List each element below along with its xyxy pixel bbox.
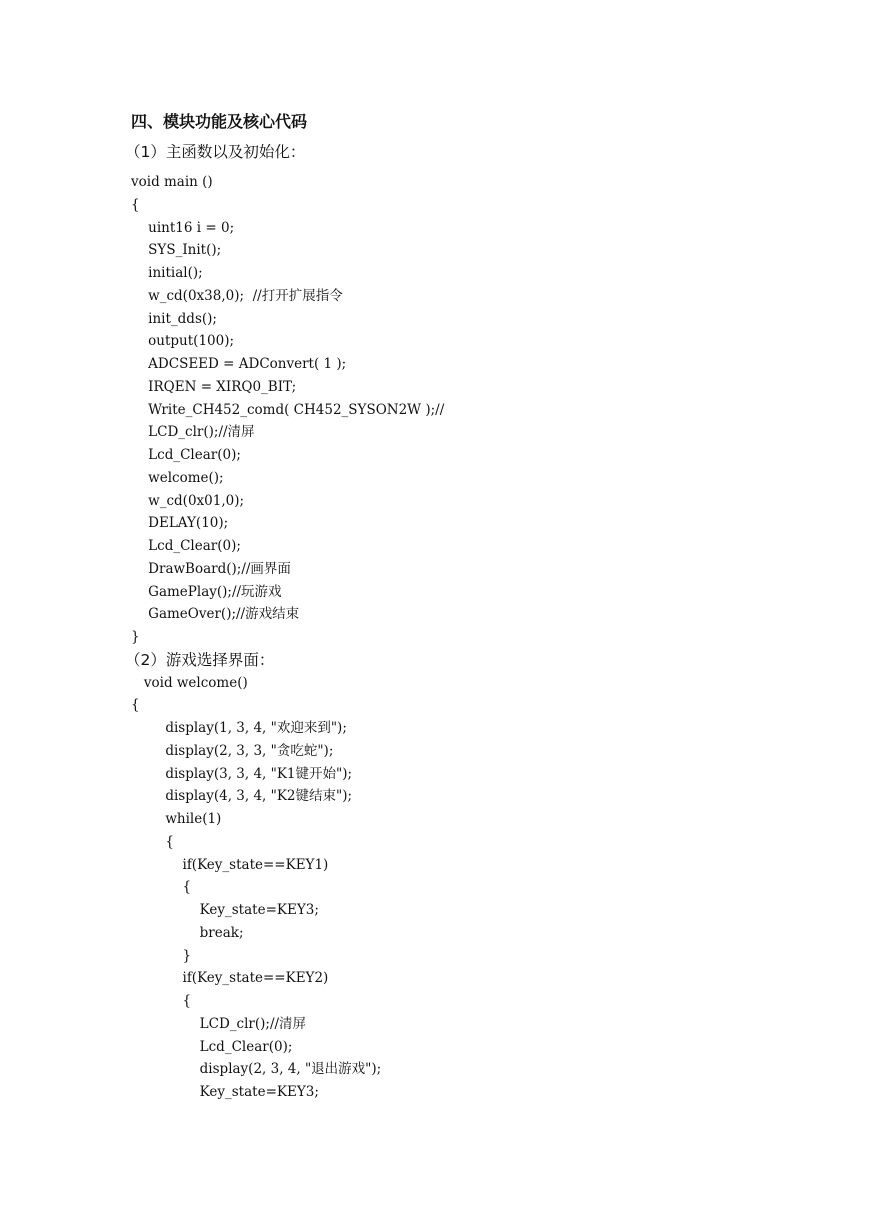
code-line: DrawBoard();//画界面	[131, 560, 291, 577]
code-line: if(Key_state==KEY1)	[131, 856, 329, 873]
code-line: GameOver();//游戏结束	[131, 606, 300, 623]
code-line: SYS_Init();	[131, 242, 222, 259]
code-line: IRQEN = XIRQ0_BIT;	[131, 378, 297, 395]
code-line: {	[131, 993, 192, 1009]
code-line: {	[131, 196, 140, 213]
code-line: Lcd_Clear(0);	[131, 538, 241, 554]
code-line: LCD_clr();//清屏	[131, 1015, 307, 1032]
code-line: LCD_clr();//清屏	[131, 424, 255, 441]
code-line: {	[131, 697, 140, 714]
code-listing	[125, 143, 445, 1104]
section-heading: 四、模块功能及核心代码	[131, 112, 308, 131]
code-line: init_dds();	[131, 310, 217, 327]
code-line: break;	[131, 924, 244, 941]
code-line: output(100);	[131, 333, 235, 350]
code-line: Lcd_Clear(0);	[131, 1038, 293, 1055]
code-line: display(3, 3, 4, "K1键开始");	[131, 765, 353, 782]
subheading-main-init: （1）主函数以及初始化：	[125, 143, 306, 161]
code-line: void welcome()	[131, 674, 248, 691]
code-line: void main ()	[131, 174, 213, 190]
code-line: {	[131, 833, 174, 850]
code-line: ADCSEED = ADConvert( 1 );	[131, 356, 347, 372]
code-line: Key_state=KEY3;	[131, 902, 319, 918]
code-line: GamePlay();//玩游戏	[131, 583, 282, 600]
code-line: Key_state=KEY3;	[131, 1084, 319, 1100]
code-line: w_cd(0x38,0); //打开扩展指令	[131, 287, 343, 304]
code-line: display(1, 3, 4, "欢迎来到");	[131, 720, 347, 736]
code-line: while(1)	[131, 811, 222, 827]
code-line: display(4, 3, 4, "K2键结束");	[131, 788, 353, 805]
code-line: w_cd(0x01,0);	[131, 492, 245, 509]
code-line: initial();	[131, 265, 203, 281]
code-line: welcome();	[131, 469, 224, 486]
code-line: Lcd_Clear(0);	[131, 447, 241, 463]
code-line: }	[131, 629, 140, 645]
subheading-game-select: （2）游戏选择界面：	[125, 650, 275, 669]
code-line: Write_CH452_comd( CH452_SYSON2W );//	[131, 401, 445, 418]
code-line: {	[131, 879, 192, 896]
code-line: if(Key_state==KEY2)	[131, 970, 329, 987]
code-line: display(2, 3, 4, "退出游戏");	[131, 1061, 382, 1078]
code-line: }	[131, 947, 192, 964]
code-line: DELAY(10);	[131, 515, 229, 532]
code-line: display(2, 3, 3, "贪吃蛇");	[131, 742, 334, 759]
code-line: uint16 i = 0;	[131, 219, 235, 236]
